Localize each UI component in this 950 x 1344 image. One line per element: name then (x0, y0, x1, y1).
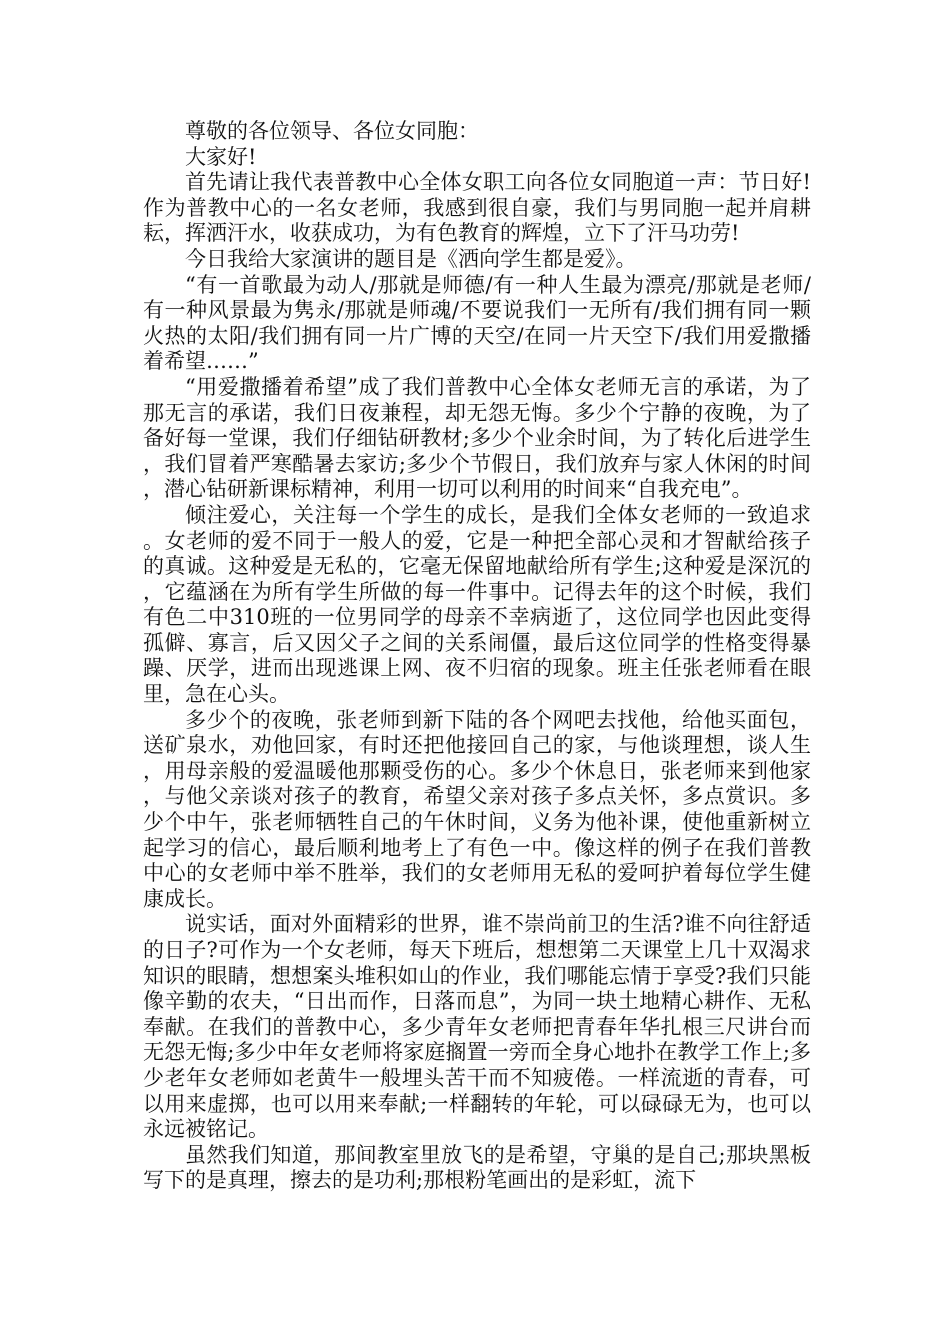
paragraph-topic: 今日我给大家演讲的题目是《洒向学生都是爱》。 (185, 246, 637, 271)
salutation: 尊敬的各位领导、各位女同胞： (185, 119, 479, 143)
paragraph-poem: “有一首歌最为动人/那就是师德/有一种人生最为漂亮/那就是老师/有一种风景最为隽永/那就是师魂/不要说我们一无所有/我们拥有同一颗火热的太阳/我们拥有同一片广博的天空/在同一片天空下/我们用爱撒播着希望……” (143, 272, 811, 374)
paragraph-closing: 虽然我们知道，那间教室里放飞的是希望，守巢的是自己;那块黑板写下的是真理，擦去的是功利;那根粉笔画出的是彩虹，流下 (143, 1142, 811, 1193)
paragraph-opening: 首先请让我代表普教中心全体女职工向各位女同胞道一声：节日好!作为普教中心的一名女老师，我感到很自豪，我们与男同胞一起并肩耕耘，挥洒汗水，收获成功，为有色教育的辉煌，立下了汗马功劳! (143, 170, 811, 246)
paragraph-teacher-zhang: 多少个的夜晚，张老师到新下陆的各个网吧去找他，给他买面包，送矿泉水，劝他回家，有时还把他接回自己的家，与他谈理想，谈人生，用母亲般的爱温暖他那颗受伤的心。多少个休息日，张老师来到他家，与他父亲谈对孩子的教育，希望父亲对孩子多点关怀，多点赏识。多少个中午，张老师牺牲自己的午休时间，义务为他补课，使他重新树立起学习的信心，最后顺利地考上了有色一中。像这样的例子在我们普教中心的女老师中举不胜举，我们的女老师用无私的爱呵护着每位学生健康成长。 (143, 707, 811, 911)
paragraph-love: 倾注爱心，关注每一个学生的成长，是我们全体女老师的一致追求。女老师的爱不同于一般人的爱，它是一种把全部心灵和才智献给孩子的真诚。这种爱是无私的，它毫无保留地献给所有学生;这种爱是深沉的，它蕴涵在为所有学生所做的每一件事中。记得去年的这个时候，我们有色二中310班的一位男同学的母亲不幸病逝了，这位同学也因此变得孤僻、寡言，后又因父子之间的关系闹僵，最后这位同学的性格变得暴躁、厌学，进而出现逃课上网、夜不归宿的现象。班主任张老师看在眼里，急在心头。 (143, 502, 811, 707)
document-body (143, 119, 811, 1194)
greeting: 大家好! (185, 144, 257, 169)
paragraph-promise: “用爱撒播着希望”成了我们普教中心全体女老师无言的承诺，为了那无言的承诺，我们日夜兼程，却无怨无悔。多少个宁静的夜晚，为了备好每一堂课，我们仔细钻研教材;多少个业余时间，为了转化后进学生，我们冒着严寒酷暑去家访;多少个节假日，我们放弃与家人休闲的时间，潜心钻研新课标精神，利用一切可以利用的时间来“自我充电”。 (143, 374, 811, 502)
paragraph-dedication: 说实话，面对外面精彩的世界，谁不崇尚前卫的生活?谁不向往舒适的日子?可作为一个女老师，每天下班后，想想第二天课堂上几十双渴求知识的眼睛，想想案头堆积如山的作业，我们哪能忘情于享受?我们只能像辛勤的农夫，“日出而作，日落而息”，为同一块土地精心耕作、无私奉献。在我们的普教中心，多少青年女老师把青春年华扎根三尺讲台而无怨无悔;多少中年女老师将家庭搁置一旁而全身心地扑在教学工作上;多少老年女老师如老黄牛一般埋头苦干而不知疲倦。一样流逝的青春，可以用来虚掷，也可以用来奉献;一样翻转的年轮，可以碌碌无为，也可以永远被铭记。 (143, 912, 811, 1142)
